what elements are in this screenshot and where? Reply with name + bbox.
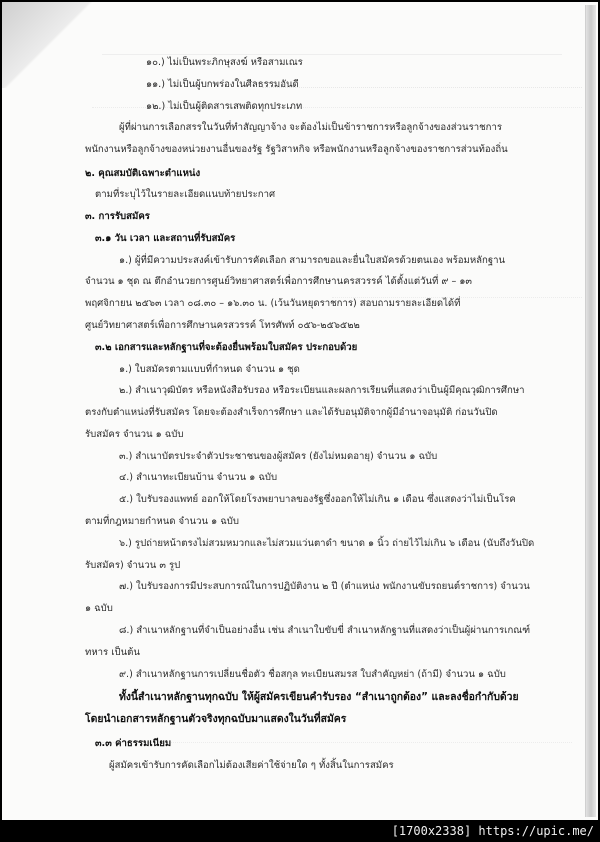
list-item: ๓.) สำเนาบัตรประจำตัวประชาชนของผู้สมัคร (ยังไม่หมดอายุ) จำนวน ๑ ฉบับ [119, 451, 438, 462]
scanned-page [2, 2, 598, 820]
list-item-12: ๑๒.) ไม่เป็นผู้ติดสารเสพติดทุกประเภท [146, 101, 303, 112]
paragraph-line: จำนวน ๑ ชุด ณ ตึกอำนวยการศูนย์วิทยาศาสตร์เพื่อการศึกษานครสวรรค์ ได้ตั้งแต่วันที่ ๙ – ๑๓ [85, 276, 472, 287]
list-item: ๕.) ใบรับรองแพทย์ ออกให้โดยโรงพยาบาลของรัฐซึ่งออกให้ไม่เกิน ๑ เดือน ซึ่งแสดงว่าไม่เป็นโรค [119, 494, 516, 505]
list-item: ๗.) ใบรับรองการมีประสบการณ์ในการปฏิบัติงาน ๒ ปี (ตำแหน่ง พนักงานขับรถยนต์ราชการ) จำนวน [119, 581, 530, 592]
paragraph-line: ทหาร เป็นต้น [85, 647, 140, 658]
section-heading-2: ๒. คุณสมบัติเฉพาะตำแหน่ง [85, 168, 201, 179]
subsection-heading-3-3: ๓.๓ ค่าธรรมเนียม [95, 738, 172, 749]
bleed-through-text [262, 87, 582, 88]
list-item: ๑.) ใบสมัครตามแบบที่กำหนด จำนวน ๑ ชุด [119, 364, 300, 375]
bleed-through-text [102, 742, 572, 743]
paragraph-line: รับสมัคร จำนวน ๑ ฉบับ [85, 429, 184, 440]
paragraph-line: ตามที่ระบุไว้ในรายละเอียดแนบท้ายประกาศ [95, 189, 276, 200]
list-item-11: ๑๑.) ไม่เป็นผู้บกพร่องในศีลธรรมอันดี [146, 79, 299, 90]
list-item: ๒.) สำเนาวุฒิบัตร หรือหนังสือรับรอง หรือระเบียนและผลการเรียนที่แสดงว่าเป็นผู้มีคุณวุฒิการศึกษา [119, 385, 525, 396]
subsection-heading-3-1: ๓.๑ วัน เวลา และสถานที่รับสมัคร [95, 233, 236, 244]
paragraph-line: ผู้ที่ผ่านการเลือกสรรในวันที่ทำสัญญาจ้าง จะต้องไม่เป็นข้าราชการหรือลูกจ้างของส่วนราชการ [119, 122, 503, 133]
note-bold-line: ทั้งนี้สำเนาหลักฐานทุกฉบับ ให้ผู้สมัครเขียนคำรับรอง “สำเนาถูกต้อง” และลงชื่อกำกับด้วย [119, 691, 519, 703]
paragraph-line: ตามที่กฎหมายกำหนด จำนวน ๑ ฉบับ [85, 516, 239, 527]
list-item: ๙.) สำเนาหลักฐานการเปลี่ยนชื่อตัว ชื่อสกุล ทะเบียนสมรส ใบสำคัญหย่า (ถ้ามี) จำนวน ๑ ฉบับ [119, 669, 506, 680]
paragraph-line: ๑.) ผู้ที่มีความประสงค์เข้ารับการคัดเลือก สามารถขอและยื่นใบสมัครด้วยตนเอง พร้อมหลักฐาน [119, 255, 506, 266]
paragraph-line: ๑ ฉบับ [85, 603, 113, 614]
paragraph-line: รับสมัคร) จำนวน ๓ รูป [85, 560, 181, 571]
list-item: ๔.) สำเนาทะเบียนบ้าน จำนวน ๑ ฉบับ [119, 472, 278, 483]
paragraph-line: พฤศจิกายน ๒๕๖๓ เวลา ๐๘.๓๐ – ๑๖.๓๐ น. (เว้นวันหยุดราชการ) สอบถามรายละเอียดได้ที่ [85, 298, 461, 309]
subsection-heading-3-2: ๓.๒ เอกสารและหลักฐานที่จะต้องยื่นพร้อมใบสมัคร ประกอบด้วย [95, 342, 358, 353]
list-item: ๘.) สำเนาหลักฐานที่จำเป็นอย่างอื่น เช่น สำเนาใบขับขี่ สำเนาหลักฐานที่แสดงว่าเป็นผู้ผ่านการเกณฑ์ [119, 625, 531, 636]
page-edge-shadow [585, 5, 596, 817]
list-item-10: ๑๐.) ไม่เป็นพระภิกษุสงฆ์ หรือสามเณร [146, 57, 303, 68]
folded-corner [2, 2, 98, 88]
list-item: ๖.) รูปถ่ายหน้าตรงไม่สวมหมวกและไม่สวมแว่นตาดำ ขนาด ๑ นิ้ว ถ่ายไว้ไม่เกิน ๖ เดือน (นับถึงวันปิด [119, 538, 535, 549]
note-bold-line: โดยนำเอกสารหลักฐานตัวจริงทุกฉบับมาแสดงในวันที่สมัคร [85, 713, 347, 725]
paragraph-line: พนักงานหรือลูกจ้างของหน่วยงานอื่นของรัฐ รัฐวิสาหกิจ หรือพนักงานหรือลูกจ้างของราชการส่วนท้องถิ่น [85, 144, 508, 155]
image-caption: [1700x2338] https://upic.me/ [391, 824, 594, 838]
section-heading-3: ๓. การรับสมัคร [85, 211, 150, 222]
bleed-through-text [102, 54, 562, 55]
paragraph-line: ตรงกับตำแหน่งที่รับสมัคร โดยจะต้องสำเร็จการศึกษา และได้รับอนุมัติจากผู้มีอำนาจอนุมัติ ก่อนวันปิด [85, 407, 498, 418]
paragraph-line: ผู้สมัครเข้ารับการคัดเลือกไม่ต้องเสียค่าใช้จ่ายใด ๆ ทั้งสิ้นในการสมัคร [109, 760, 394, 771]
paragraph-line: ศูนย์วิทยาศาสตร์เพื่อการศึกษานครสวรรค์ โทรศัพท์ ๐๕๖-๒๕๖๕๒๒ [85, 320, 360, 331]
image-caption-bar [0, 822, 600, 842]
